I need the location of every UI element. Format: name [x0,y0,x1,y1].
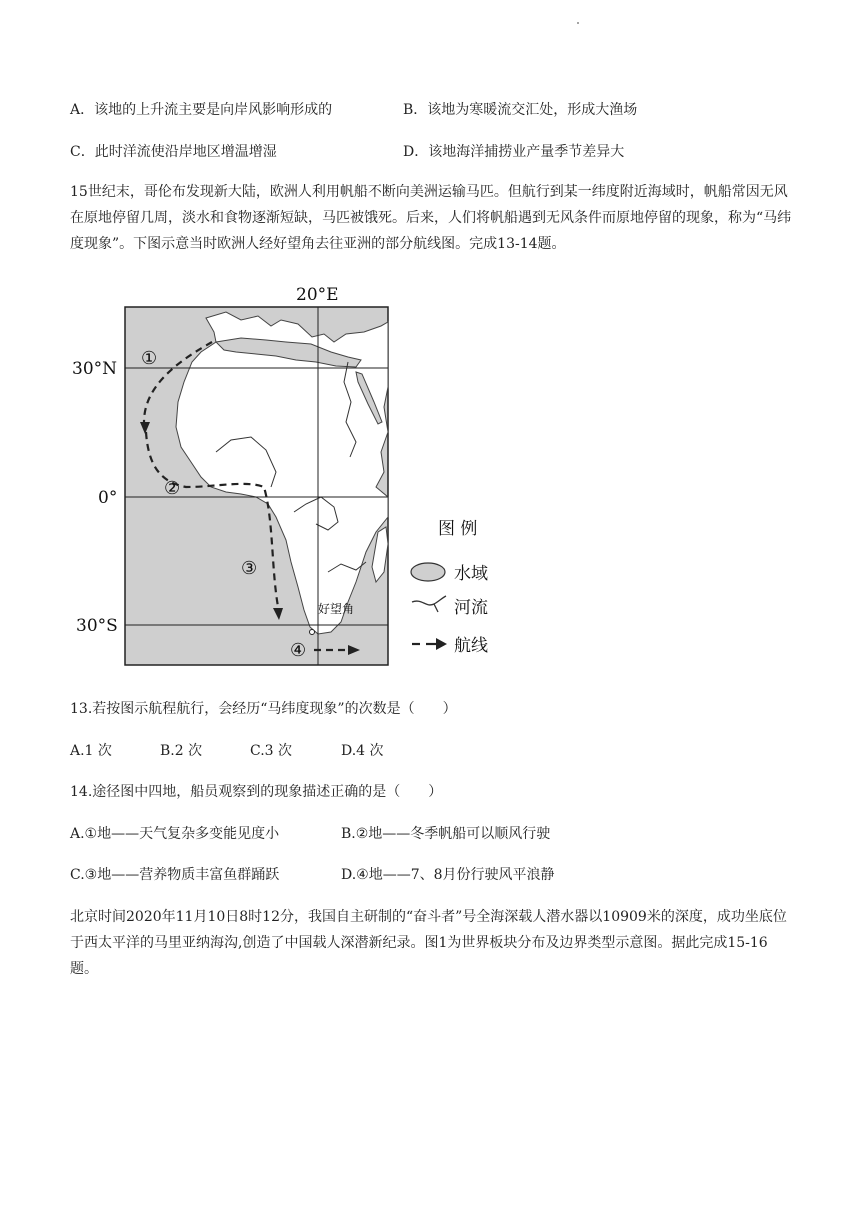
page-dot [577,22,579,24]
point-4-label: ④ [290,640,307,661]
option-b-prev: B．该地为寒暖流交汇处，形成大渔场 [403,102,638,118]
intro-15-16: 北京时间2020年11月10日8时12分，我国自主研制的“奋斗者”号全海深载人潜水器以10909米的深度，成功坐底位于西太平洋的马里亚纳海沟,创造了中国载人深潜新纪录。图1为世界板块分布及边界类型示意图。据此完成15-16题。 [70,909,787,977]
route-map [66,282,516,672]
question-13-option-d: D.4 次 [341,743,384,759]
lat-30n-label: 30°N [72,359,118,379]
lat-0-label: 0° [98,488,118,508]
question-14-option-d: D.④地——7、8月份行驶风平浪静 [341,867,555,883]
question-14-option-a: A.①地——天气复杂多变能见度小 [70,826,280,842]
legend-route-label: 航线 [454,636,488,656]
question-13-option-a: A.1 次 [70,743,112,759]
legend-river-symbol [412,596,446,612]
question-13-stem: 13.若按图示航程航行，会经历“马纬度现象”的次数是（ ） [70,701,457,717]
legend-water-label: 水域 [454,564,488,584]
legend-route-arrow [436,638,447,650]
question-13-option-c: C.3 次 [250,743,293,759]
question-14-option-c: C.③地——营养物质丰富鱼群踊跃 [70,867,280,883]
point-2-label: ② [164,478,181,499]
lat-30s-label: 30°S [76,616,118,636]
option-c-prev: C．此时洋流使沿岸地区增温增湿 [70,144,277,160]
lon-20e-label: 20°E [296,285,339,305]
point-3-label: ③ [241,558,258,579]
intro-13-14: 15世纪末，哥伦布发现新大陆，欧洲人利用帆船不断向美洲运输马匹。但航行到某一纬度附近海域时，帆船常因无风在原地停留几周，淡水和食物逐渐短缺，马匹被饿死。后来，人们将帆船遇到无风条件而原地停留的现象，称为“马纬度现象”。下图示意当时欧洲人经好望角去往亚洲的部分航线图。完成13-14题。 [70,184,792,252]
legend-title: 图 例 [438,519,478,539]
option-a-prev: A．该地的上升流主要是向岸风影响形成的 [70,102,333,118]
option-d-prev: D．该地海洋捕捞业产量季节差异大 [403,144,625,160]
legend-river-label: 河流 [454,598,488,618]
cape-marker [310,630,315,635]
question-13-option-b: B.2 次 [160,743,203,759]
point-1-label: ① [141,348,158,369]
question-14-stem: 14.途径图中四地，船员观察到的现象描述正确的是（ ） [70,784,443,800]
legend-water-symbol [411,563,445,581]
cape-label: 好望角 [318,602,355,616]
question-14-option-b: B.②地——冬季帆船可以顺风行驶 [341,826,551,842]
